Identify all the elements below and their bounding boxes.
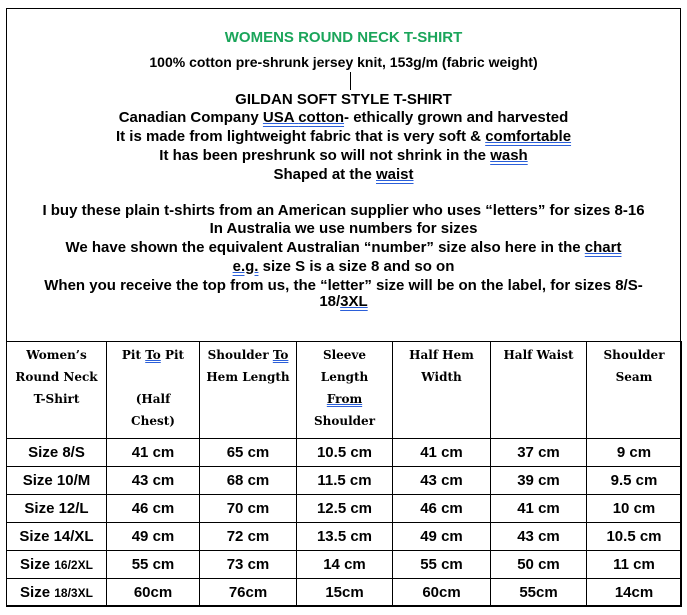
shape-line: Shaped at the waist <box>273 166 414 183</box>
seam-cell: 11 cm <box>587 551 682 579</box>
header-size: Women’s Round Neck T-Shirt <box>7 342 107 439</box>
table-row <box>7 579 682 607</box>
preshrunk-line: It has been preshrunk so will not shrink in the wash <box>159 147 528 164</box>
label-line-end: 18/3XL <box>319 293 368 310</box>
header-half-hem: Half Hem Width <box>393 342 491 439</box>
size-cell: Size 14/XL <box>7 523 107 551</box>
pit-cell: 43 cm <box>107 467 200 495</box>
seam-cell: 9 cm <box>587 439 682 467</box>
supplier-line: I buy these plain t-shirts from an American supplier who uses “letters” for sizes 8-16 <box>42 202 645 219</box>
waist-cell: 37 cm <box>491 439 587 467</box>
header-shoulder-seam: Shoulder Seam <box>587 342 682 439</box>
waist-cell: 39 cm <box>491 467 587 495</box>
equivalent-line: We have shown the equivalent Australian “number” size also here in the chart <box>65 239 622 256</box>
size-cell: Size 16/2XL <box>7 551 107 579</box>
seam-cell: 9.5 cm <box>587 467 682 495</box>
brand-heading: GILDAN SOFT STYLE T-SHIRT <box>235 91 452 108</box>
seam-cell: 10 cm <box>587 495 682 523</box>
sleeve-cell: 13.5 cm <box>297 523 393 551</box>
hem-length-cell: 70 cm <box>200 495 297 523</box>
header-sleeve: Sleeve Length From Shoulder <box>297 342 393 439</box>
seam-cell: 14cm <box>587 579 682 607</box>
pit-cell: 41 cm <box>107 439 200 467</box>
seam-cell: 10.5 cm <box>587 523 682 551</box>
hem-length-cell: 72 cm <box>200 523 297 551</box>
pit-cell: 46 cm <box>107 495 200 523</box>
waist-cell: 43 cm <box>491 523 587 551</box>
hem-width-cell: 49 cm <box>393 523 491 551</box>
sleeve-cell: 12.5 cm <box>297 495 393 523</box>
waist-cell: 55cm <box>491 579 587 607</box>
example-line: e.g. size S is a size 8 and so on <box>232 258 455 275</box>
size-cell: Size 12/L <box>7 495 107 523</box>
table-row <box>7 523 682 551</box>
australia-line: In Australia we use numbers for sizes <box>209 220 478 237</box>
size-chart-document <box>6 8 681 606</box>
label-line: When you receive the top from us, the “letter” size will be on the label, for sizes 8/S- <box>44 277 643 294</box>
header-pit-to-pit: Pit To Pit (Half Chest) <box>107 342 200 439</box>
hem-width-cell: 55 cm <box>393 551 491 579</box>
hem-length-cell: 73 cm <box>200 551 297 579</box>
hem-width-cell: 46 cm <box>393 495 491 523</box>
pit-cell: 60cm <box>107 579 200 607</box>
size-cell: Size 10/M <box>7 467 107 495</box>
hem-length-cell: 76cm <box>200 579 297 607</box>
hem-width-cell: 43 cm <box>393 467 491 495</box>
fabric-description: 100% cotton pre-shrunk jersey knit, 153g/m (fabric weight) <box>149 54 538 70</box>
hem-length-cell: 65 cm <box>200 439 297 467</box>
waist-cell: 50 cm <box>491 551 587 579</box>
fabric-line: It is made from lightweight fabric that is very soft & comfortable <box>115 128 572 145</box>
pit-cell: 49 cm <box>107 523 200 551</box>
pit-cell: 55 cm <box>107 551 200 579</box>
table-row <box>7 495 682 523</box>
sleeve-cell: 11.5 cm <box>297 467 393 495</box>
waist-cell: 41 cm <box>491 495 587 523</box>
product-description <box>7 9 680 341</box>
size-table <box>6 341 682 607</box>
sleeve-cell: 10.5 cm <box>297 439 393 467</box>
table-row <box>7 467 682 495</box>
sleeve-cell: 14 cm <box>297 551 393 579</box>
text-cursor <box>350 72 351 90</box>
hem-length-cell: 68 cm <box>200 467 297 495</box>
table-header-row <box>7 342 682 439</box>
hem-width-cell: 60cm <box>393 579 491 607</box>
header-half-waist: Half Waist <box>491 342 587 439</box>
sleeve-cell: 15cm <box>297 579 393 607</box>
table-row <box>7 551 682 579</box>
product-title: WOMENS ROUND NECK T-SHIRT <box>224 29 463 46</box>
size-cell: Size 8/S <box>7 439 107 467</box>
header-shoulder-hem: Shoulder To Hem Length <box>200 342 297 439</box>
origin-line: Canadian Company USA cotton- ethically grown and harvested <box>118 109 569 126</box>
table-row <box>7 439 682 467</box>
hem-width-cell: 41 cm <box>393 439 491 467</box>
size-cell: Size 18/3XL <box>7 579 107 607</box>
